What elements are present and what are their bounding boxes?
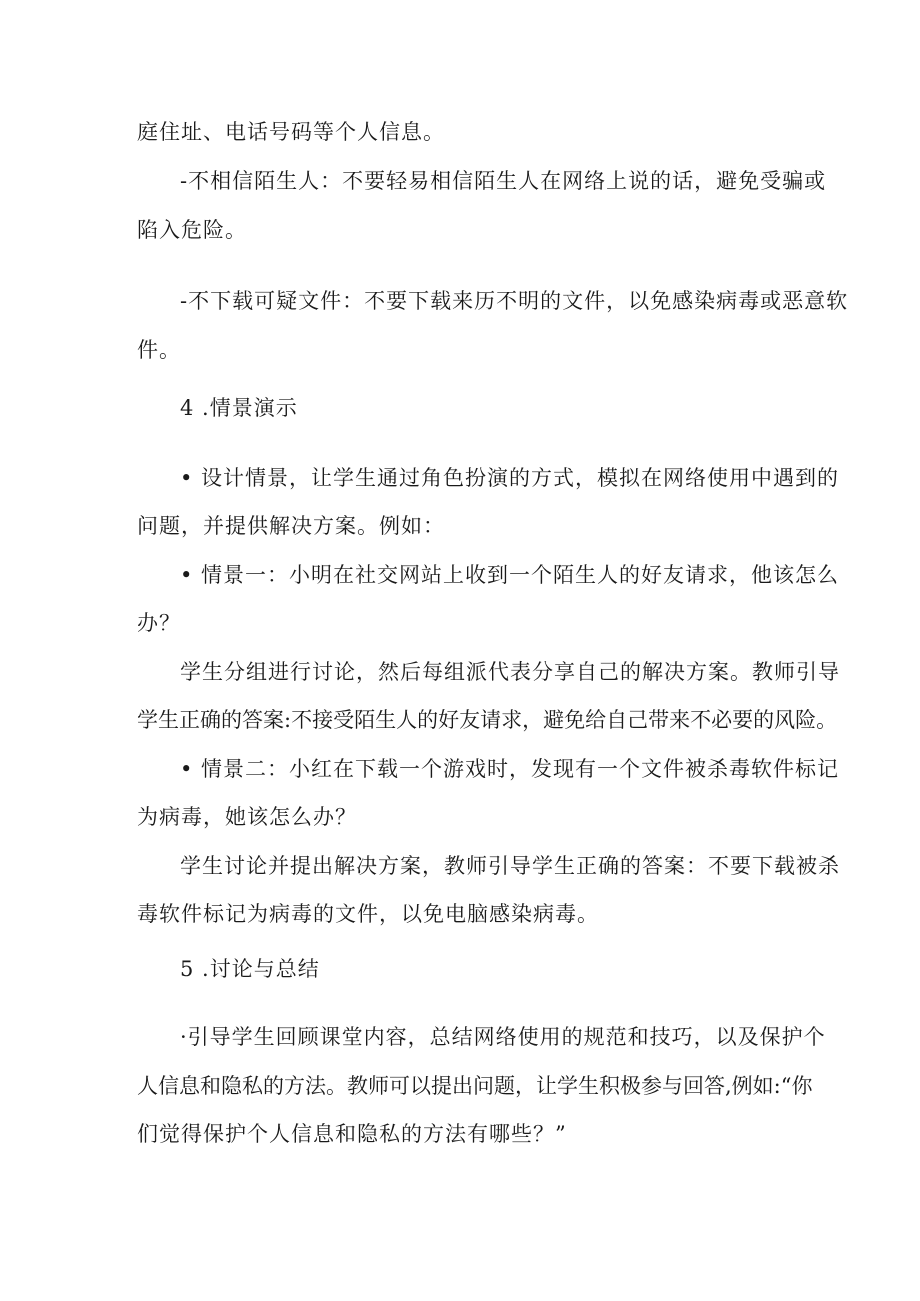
text-line: 为病毒，她该怎么办？ xyxy=(137,805,357,829)
bullet-line: ·引导学生回顾课堂内容，总结网络使用的规范和技巧，以及保护个 xyxy=(180,1025,826,1049)
text-line: 学生正确的答案:不接受陌生人的好友请求，避免给自己带来不必要的风险。 xyxy=(137,708,838,732)
text-line: -不相信陌生人：不要轻易相信陌生人在网络上说的话，避免受骗或 xyxy=(180,169,827,193)
section-heading: 4 .情景演示 xyxy=(180,396,298,420)
text-line: 学生分组进行讨论，然后每组派代表分享自己的解决方案。教师引导 xyxy=(180,660,840,684)
text-line: 学生讨论并提出解决方案，教师引导学生正确的答案：不要下载被杀 xyxy=(180,854,840,878)
section-heading: 5 .讨论与总结 xyxy=(180,957,320,981)
text-line: -不下载可疑文件：不要下载来历不明的文件，以免感染病毒或恶意软 xyxy=(180,289,849,313)
text-line: 问题，并提供解决方案。例如： xyxy=(137,514,445,538)
text-line: 毒软件标记为病毒的文件，以免电脑感染病毒。 xyxy=(137,902,599,926)
bullet-line: • 情景一：小明在社交网站上收到一个陌生人的好友请求，他该怎么 xyxy=(180,563,840,587)
bullet-line: • 设计情景，让学生通过角色扮演的方式，模拟在网络使用中遇到的 xyxy=(180,466,840,490)
text-line: 庭住址、电话号码等个人信息。 xyxy=(137,120,445,144)
text-line: 件。 xyxy=(137,338,181,362)
text-line: 们觉得保护个人信息和隐私的方法有哪些？” xyxy=(137,1122,567,1146)
text-line: 陷入危险。 xyxy=(137,218,247,242)
bullet-line: • 情景二：小红在下载一个游戏时，发现有一个文件被杀毒软件标记 xyxy=(180,757,840,781)
text-line: 办？ xyxy=(137,611,181,635)
text-line: 人信息和隐私的方法。教师可以提出问题，让学生积极参与回答,例如:“你 xyxy=(137,1074,813,1098)
